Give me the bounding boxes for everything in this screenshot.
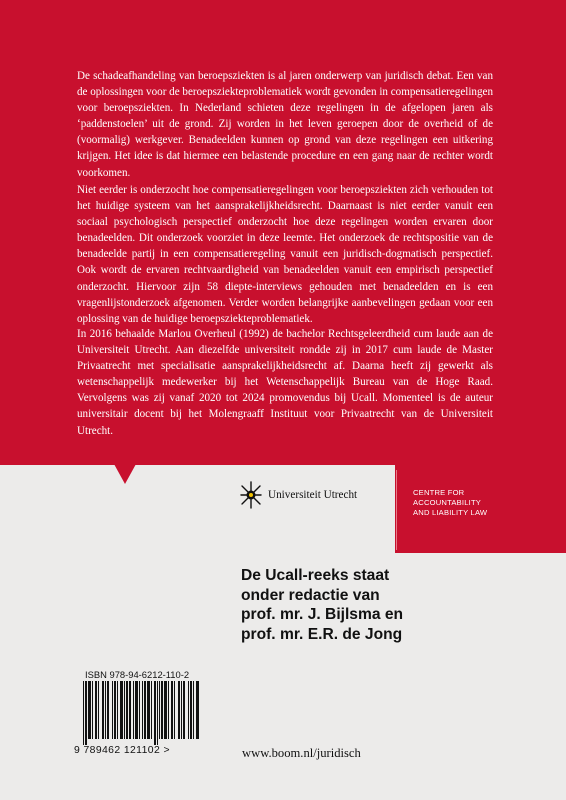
barcode-bar xyxy=(139,681,140,739)
summary-paragraph-2: Niet eerder is onderzocht hoe compensatieregelingen voor beroepsziekten zich verhouden tot het huidige systeem van het aansprakelijkheidsrecht. Daarnaast is niet eerder vanuit een sociaal psychologisch perspectief onderzocht hoe deze regelingen worden ervaren door benadeelden. Dit onderzoek voorziet in deze leemte. Het onderzoek de rechtspositie van de benadeelde partij in een compensatieregeling vanuit een juridisch-dogmatisch perspectief. Ook wordt de ervaren rechtvaardigheid van benadeelden vanuit een empirisch perspectief onderzocht. Hiervoor zijn 58 diepte-interviews gehouden met benadeelden en is een vragenlijstonderzoek afgenomen. Verder worden belangrijke aanbevelingen gedaan voor een oplossing van de huidige beroepsziekteproblematiek. xyxy=(77,184,493,325)
centre-line: ACCOUNTABILITY xyxy=(413,498,482,507)
sun-logo-icon xyxy=(240,480,262,510)
barcode-bar xyxy=(83,681,84,745)
centre-line: AND LIABILITY LAW xyxy=(413,508,488,517)
barcode-bar xyxy=(144,681,146,739)
barcode-bar xyxy=(181,681,182,739)
barcode-marker: > xyxy=(163,745,170,756)
university-name: Universiteit Utrecht xyxy=(268,489,358,501)
barcode-number: 9 789462 121102 xyxy=(74,745,161,756)
barcode-bar xyxy=(151,681,152,739)
barcode-bar xyxy=(107,681,109,739)
barcode-bar xyxy=(88,681,91,739)
barcode-bar xyxy=(129,681,131,739)
barcode-bar xyxy=(126,681,128,739)
barcode-bar xyxy=(114,681,116,739)
barcode-bar xyxy=(92,681,93,739)
barcode-bar xyxy=(161,681,163,739)
summary-paragraph-1: De schadeafhandeling van beroepsziekten is al jaren onderwerp van juridisch debat. Een van de oplossingen voor de beroepsziekteproblematiek wordt gevonden in compensatieregelingen voor beroepsziekten. In Nederland schieten deze regelingen in de afgelopen jaren als ‘paddenstoelen’ uit de grond. Zij worden in het leven geroepen door de overheid of de (voormalig) werkgever. Benadeelden kunnen op grond van deze regelingen een uitkering krijgen. Het idee is dat hiermee een belastende procedure en een gang naar de rechter wordt voorkomen. xyxy=(77,70,493,179)
series-line: prof. mr. E.R. de Jong xyxy=(241,625,403,643)
barcode-bar xyxy=(142,681,143,739)
barcode-bar xyxy=(112,681,113,739)
barcode-bar xyxy=(164,681,167,739)
barcode-bar xyxy=(117,681,118,739)
barcode-bar xyxy=(178,681,180,739)
barcode-bar xyxy=(168,681,169,739)
publisher-url: www.boom.nl/juridisch xyxy=(242,746,361,760)
barcode-bar xyxy=(120,681,123,739)
barcode-bar xyxy=(124,681,125,739)
barcode-bar xyxy=(154,681,156,745)
barcode-bar xyxy=(190,681,192,739)
panel-notch xyxy=(114,464,136,484)
barcode-bar xyxy=(85,681,87,745)
barcode-bar xyxy=(95,681,97,739)
barcode-bar xyxy=(105,681,106,739)
isbn-digits xyxy=(74,745,202,756)
barcode-bar xyxy=(147,681,150,739)
barcode-bar xyxy=(98,681,99,739)
barcode-bar xyxy=(157,681,158,745)
barcode-bar xyxy=(196,681,199,739)
barcode-bar xyxy=(102,681,104,739)
centre-line: CENTRE FOR xyxy=(413,488,465,497)
barcode-bar xyxy=(193,681,194,739)
barcode-bar xyxy=(135,681,138,739)
barcode-bar xyxy=(183,681,185,739)
barcode-bar xyxy=(174,681,175,739)
university-logo xyxy=(240,480,357,510)
author-bio-paragraph: In 2016 behaalde Marlou Overheul (1992) de bachelor Rechtsgeleerdheid cum laude aan de Universiteit Utrecht. Aan diezelfde universiteit rondde zij in 2017 cum laude de Master Privaatrecht met specialisatie aansprakelijkheidsrecht af. Daarna heeft zij gewerkt als wetenschappelijk medewerker bij het Wetenschappelijk Bureau van de Hoge Raad. Vervolgens was zij vanaf 2020 tot 2024 promovendus bij Ucall. Momenteel is de auteur universitair docent bij het Molengraaff Instituut voor Privaatrecht van de Universiteit Utrecht. xyxy=(77,328,493,437)
barcode-bar xyxy=(171,681,173,739)
series-editors xyxy=(241,566,501,644)
series-line: onder redactie van xyxy=(241,586,380,604)
barcode xyxy=(82,681,200,745)
barcode-bar xyxy=(133,681,134,739)
centre-divider xyxy=(396,470,397,550)
isbn-label: ISBN 978-94-6212-110-2 xyxy=(85,669,190,680)
barcode-bar xyxy=(188,681,189,739)
series-line: prof. mr. J. Bijlsma en xyxy=(241,606,404,623)
centre-name xyxy=(413,488,553,518)
series-line: De Ucall-reeks staat xyxy=(241,567,390,584)
barcode-bar xyxy=(159,681,160,739)
